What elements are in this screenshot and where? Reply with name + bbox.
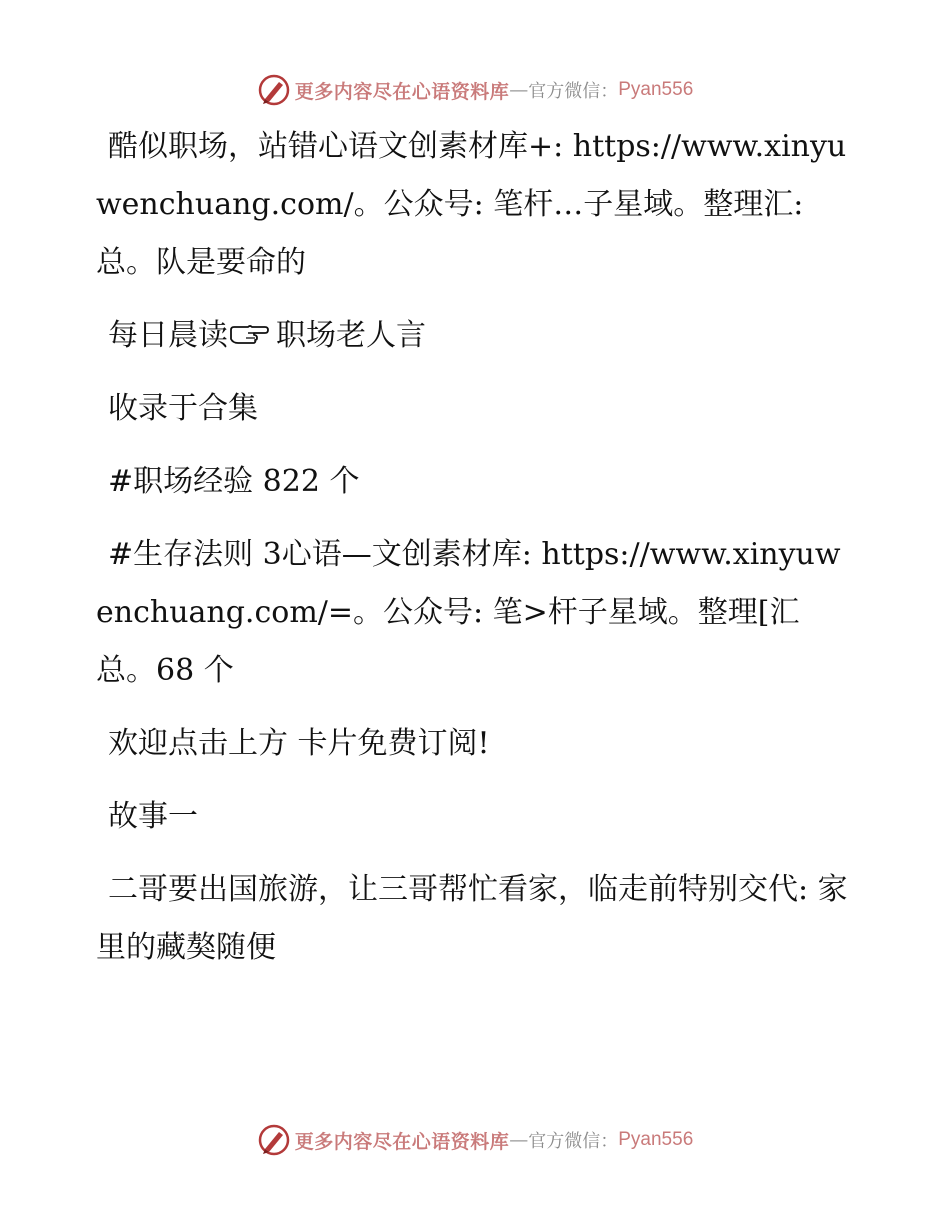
document-body	[96, 118, 856, 992]
banner-wechat-id: Pyan556	[618, 79, 694, 100]
banner-wechat-label: 官方微信：	[528, 81, 619, 102]
paragraph-collection: 收录于合集	[108, 391, 258, 426]
paragraph-intro: 酷似职场，站错心语文创素材库+: https://www.xinyuwenchuang.com/。公众号: 笔杆…子星域。整理汇:总。队是要命的	[96, 129, 847, 280]
footer-banner	[0, 1120, 950, 1160]
pen-circle-logo-icon	[257, 1123, 291, 1157]
banner-text: 更多内容尽在心语资料库	[294, 80, 510, 103]
banner-separator: —	[509, 1129, 529, 1151]
morning-read-label: 每日晨读	[108, 318, 228, 353]
paragraph-tag-career: #职场经验 822 个	[108, 464, 360, 499]
paragraph-tag-survival: #生存法则 3心语—文创素材库: https://www.xinyuwenchuang.com/=。公众号: 笔>杆子星域。整理[汇总。68 个	[96, 537, 841, 688]
paragraph-story-body: 二哥要出国旅游，让三哥帮忙看家，临走前特别交代: 家里的藏獒随便	[96, 872, 848, 965]
paragraph-story-title: 故事一	[108, 799, 198, 834]
banner-separator: —	[509, 79, 529, 101]
pen-circle-logo-icon	[257, 73, 291, 107]
morning-read-suffix: 职场老人言	[276, 318, 426, 353]
pointing-hand-icon	[228, 321, 270, 347]
banner-wechat-label: 官方微信：	[528, 1131, 619, 1152]
header-banner	[0, 70, 950, 110]
paragraph-subscribe: 欢迎点击上方 卡片免费订阅!	[108, 726, 490, 761]
paragraph-morning-read	[96, 307, 856, 365]
banner-text: 更多内容尽在心语资料库	[294, 1130, 510, 1153]
banner-wechat-id: Pyan556	[618, 1129, 694, 1150]
